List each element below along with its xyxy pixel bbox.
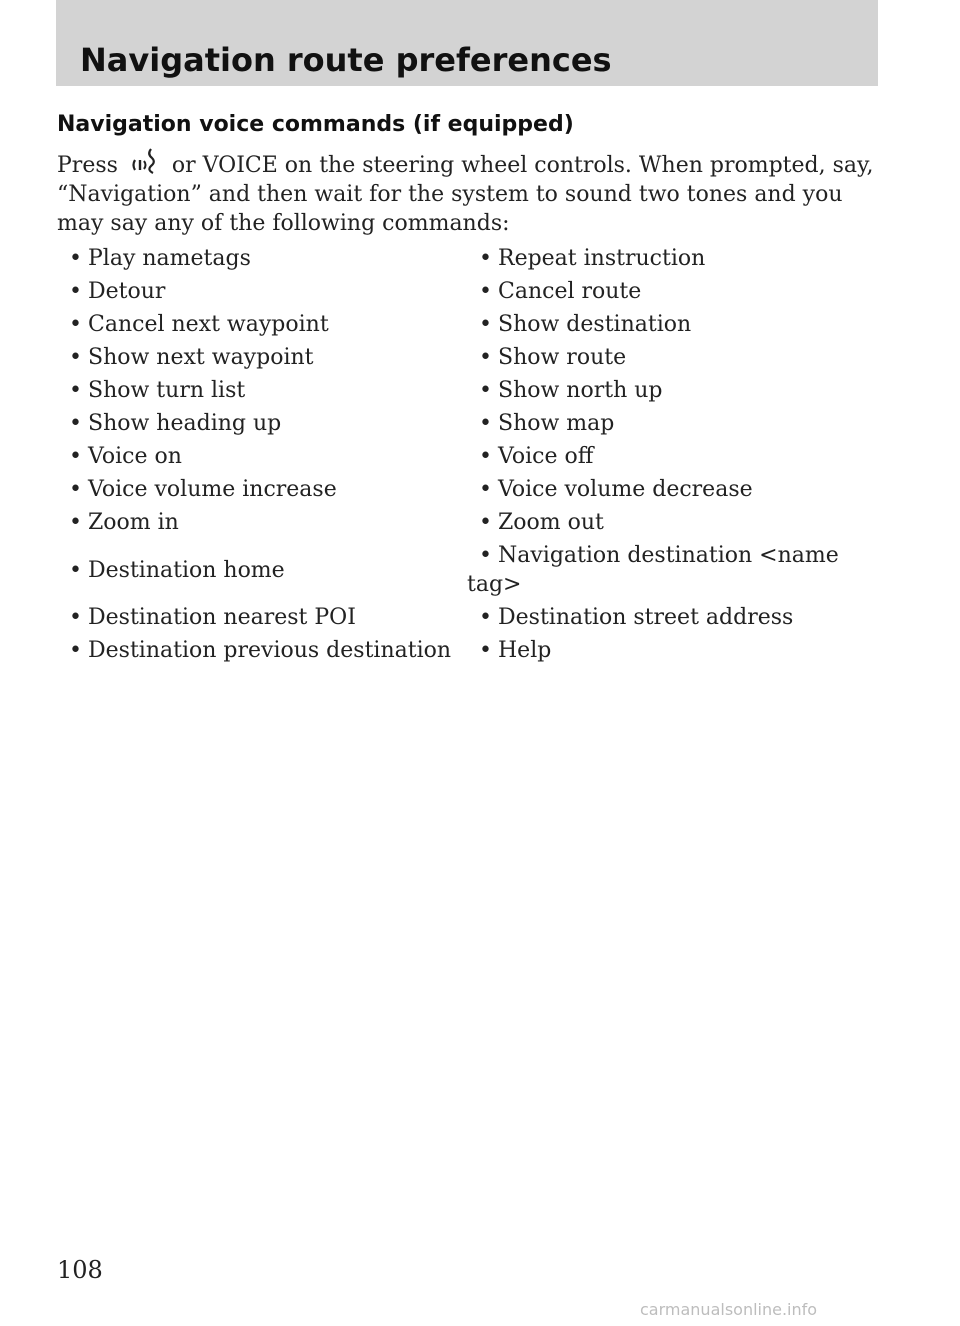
command-label: Play nametags: [88, 246, 251, 271]
command-item: [467, 539, 887, 601]
bullet: •: [69, 605, 82, 630]
command-label: Help: [498, 638, 552, 663]
bullet: •: [69, 246, 82, 271]
command-row: [57, 440, 887, 473]
command-item: [467, 440, 887, 473]
command-label: Zoom in: [88, 510, 179, 535]
bullet: •: [69, 444, 82, 469]
command-item: [57, 601, 467, 634]
command-label: Destination home: [88, 557, 285, 583]
command-list: [57, 242, 887, 667]
command-label: Show turn list: [88, 378, 246, 403]
command-label: Repeat instruction: [498, 246, 706, 271]
bullet: •: [69, 557, 82, 583]
command-label: Show north up: [498, 378, 663, 403]
bullet: •: [479, 279, 492, 304]
bullet: •: [69, 510, 82, 535]
page-title: Navigation route preferences: [80, 41, 612, 79]
command-label: Cancel next waypoint: [88, 312, 329, 337]
bullet: •: [479, 378, 492, 403]
command-row: [57, 634, 887, 667]
command-item: [57, 634, 467, 667]
command-label: Show map: [498, 411, 615, 436]
command-row: [57, 539, 887, 601]
bullet: •: [69, 345, 82, 370]
bullet: •: [479, 246, 492, 271]
command-item: [57, 407, 467, 440]
command-label: Show destination: [498, 312, 692, 337]
bullet: •: [479, 444, 492, 469]
watermark: carmanualsonline.info: [640, 1300, 818, 1319]
command-item: [467, 341, 887, 374]
command-row: [57, 242, 887, 275]
bullet: •: [69, 477, 82, 502]
bullet: •: [479, 411, 492, 436]
command-row: [57, 601, 887, 634]
intro-paragraph: [57, 146, 887, 238]
bullet: •: [479, 605, 492, 630]
command-row: [57, 341, 887, 374]
command-item: [57, 539, 467, 601]
command-item: [57, 275, 467, 308]
command-label: Voice off: [498, 444, 594, 469]
command-item: [57, 506, 467, 539]
command-row: [57, 407, 887, 440]
bullet: •: [479, 638, 492, 663]
command-item: [57, 341, 467, 374]
command-item: [57, 473, 467, 506]
command-label: Show heading up: [88, 411, 282, 436]
bullet: •: [69, 312, 82, 337]
command-row: [57, 275, 887, 308]
page-number: 108: [57, 1256, 103, 1284]
section-heading: Navigation voice commands (if equipped): [57, 112, 574, 137]
command-row: [57, 374, 887, 407]
command-item: [467, 473, 887, 506]
command-item: [467, 308, 887, 341]
command-label: Cancel route: [498, 279, 642, 304]
intro-text-pre: Press: [57, 153, 118, 178]
command-item: [57, 440, 467, 473]
command-label: Destination nearest POI: [88, 605, 356, 630]
command-item: [57, 374, 467, 407]
command-row: [57, 308, 887, 341]
command-item: [467, 242, 887, 275]
command-row: [57, 506, 887, 539]
voice-command-icon: [129, 146, 159, 176]
command-item: [467, 275, 887, 308]
command-item: [467, 407, 887, 440]
command-label: Detour: [88, 279, 166, 304]
command-item: [467, 601, 887, 634]
command-item: [467, 374, 887, 407]
bullet: •: [69, 378, 82, 403]
command-label: Navigation destination <name tag>: [467, 543, 839, 597]
command-label: Show next waypoint: [88, 345, 314, 370]
bullet: •: [479, 345, 492, 370]
bullet: •: [479, 312, 492, 337]
command-item: [57, 308, 467, 341]
intro-text-post: or VOICE on the steering wheel controls. When prompted, say, “Navigation” and then wait for the system to sound two tones and you may say any of the following commands:: [57, 153, 874, 236]
bullet: •: [479, 543, 492, 568]
bullet: •: [479, 477, 492, 502]
command-row: [57, 473, 887, 506]
command-label: Destination previous destination: [88, 638, 452, 663]
command-item: [467, 506, 887, 539]
bullet: •: [69, 638, 82, 663]
command-label: Voice volume increase: [88, 477, 337, 502]
bullet: •: [69, 279, 82, 304]
bullet: •: [69, 411, 82, 436]
command-item: [467, 634, 887, 667]
bullet: •: [479, 510, 492, 535]
command-label: Zoom out: [498, 510, 604, 535]
command-label: Voice on: [88, 444, 182, 469]
command-label: Voice volume decrease: [498, 477, 753, 502]
command-label: Show route: [498, 345, 627, 370]
command-label: Destination street address: [498, 605, 794, 630]
command-item: [57, 242, 467, 275]
